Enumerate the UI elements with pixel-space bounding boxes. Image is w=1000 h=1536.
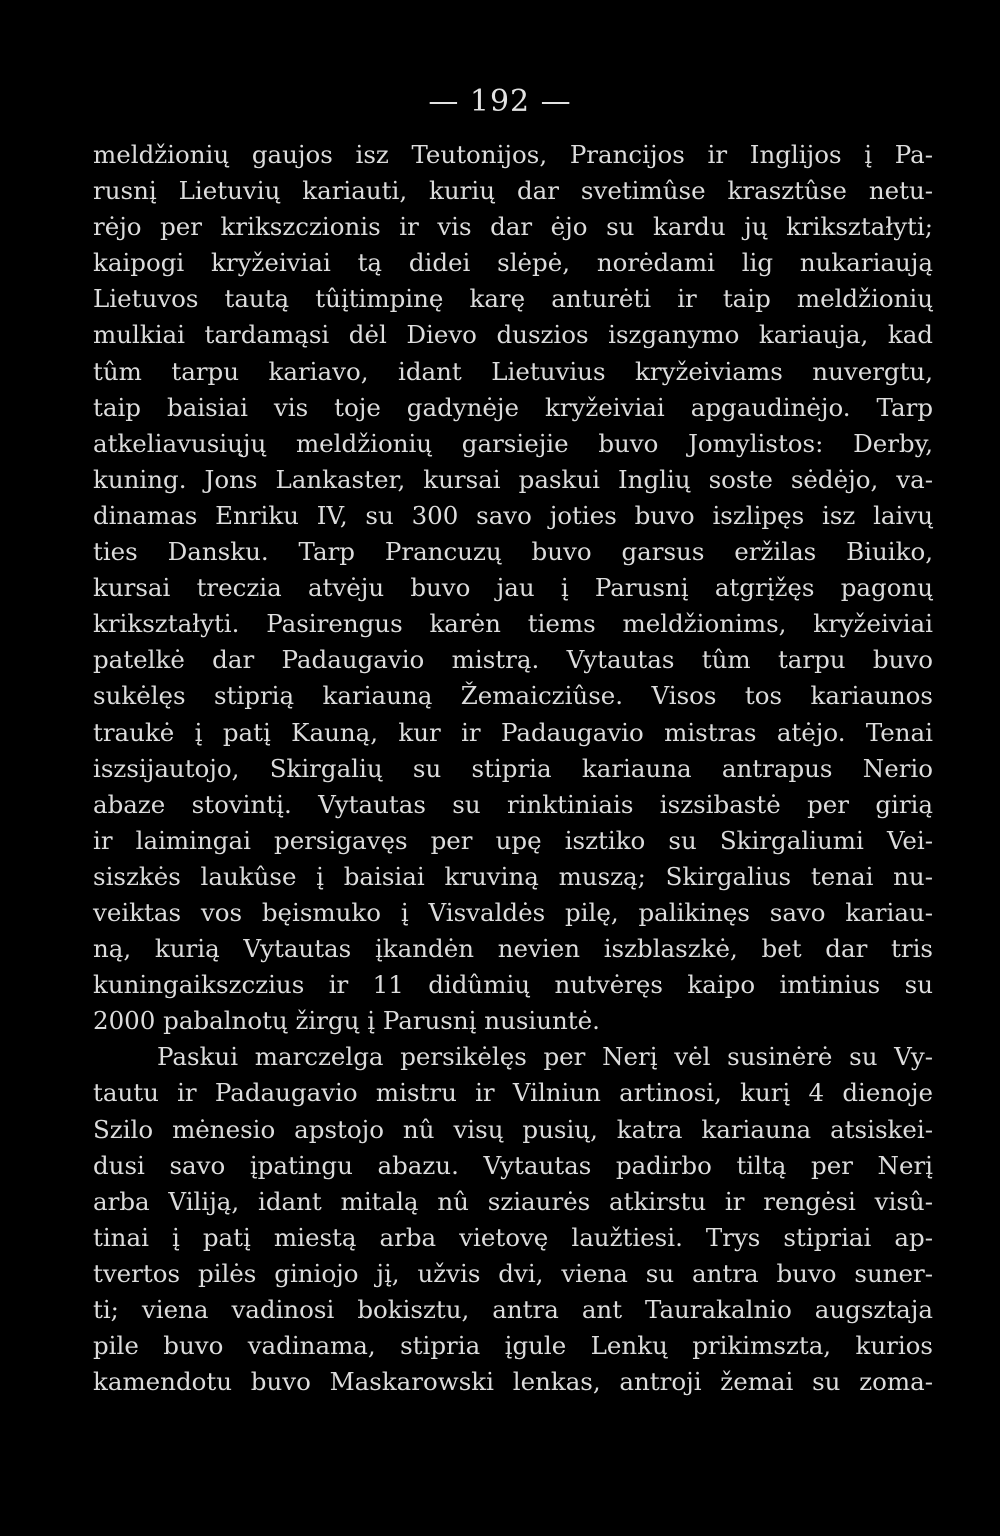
text-line: tvertos pilės giniojo jį, užvis dvi, viena su antra buvo suner- xyxy=(93,1258,933,1288)
text-line: dinamas Enriku IV, su 300 savo joties buvo iszlipęs isz laivų xyxy=(93,500,933,530)
text-line: kuning. Jons Lankaster, kursai paskui Inglių soste sėdėjo, va- xyxy=(93,464,933,494)
text-line: Lietuvos tautą tûįtimpinę karę anturėti ir taip meldžionių xyxy=(93,284,933,314)
page-number: — 192 — xyxy=(428,84,572,119)
text-line: 2000 pabalnotų žirgų į Parusnį nusiuntė. xyxy=(93,1006,600,1036)
text-line: abaze stovintį. Vytautas su rinktiniais iszsibastė per girią xyxy=(93,789,933,819)
text-line: siszkės laukûse į baisiai kruviną muszą; Skirgalius tenai nu- xyxy=(93,861,933,891)
text-line: ti; viena vadinosi bokisztu, antra ant Taurakalnio augsztaja xyxy=(93,1295,933,1324)
text-line: dusi savo įpatingu abazu. Vytautas padirbo tiltą per Nerį xyxy=(93,1150,933,1180)
text-line: kursai treczia atvėju buvo jau į Parusnį atgrįžęs pagonų xyxy=(93,573,933,603)
text-line: ir laimingai persigavęs per upę isztiko su Skirgaliumi Vei- xyxy=(93,825,933,855)
text-line: ną, kurią Vytautas įkandėn nevien iszblaszkė, bet dar tris xyxy=(93,934,933,964)
text-line: traukė į patį Kauną, kur ir Padaugavio mistras atėjo. Tenai xyxy=(93,717,933,747)
text-line: mulkiai tardamąsi dėl Dievo duszios iszganymo kariauja, kad xyxy=(93,320,933,350)
text-line: kaipogi kryžeiviai tą didei slėpė, norėdami lig nukariaują xyxy=(93,248,933,278)
text-line: atkeliavusiųjų meldžionių garsiejie buvo Jomylistos: Derby, xyxy=(93,428,933,458)
text-line: meldžionių gaujos isz Teutonijos, Prancijos ir Inglijos į Pa- xyxy=(93,140,933,169)
text-line: rėjo per krikszczionis ir vis dar ėjo su kardu jų krikształyti; xyxy=(93,212,933,242)
text-line: krikształyti. Pasirengus karėn tiems meldžionims, kryžeiviai xyxy=(93,609,933,639)
text-line: arba Viliją, idant mitalą nû sziaurės atkirstu ir rengėsi visû- xyxy=(93,1186,933,1216)
text-line: iszsijautojo, Skirgalių su stipria kariauna antrapus Nerio xyxy=(93,753,933,783)
text-line: kamendotu buvo Maskarowski lenkas, antroji žemai su zoma- xyxy=(93,1367,933,1397)
text-line: Szilo mėnesio apstojo nû visų pusių, katra kariauna atsiskei- xyxy=(93,1114,933,1144)
text-line: pile buvo vadinama, stipria įgule Lenkų prikimszta, kurios xyxy=(93,1331,933,1361)
text-line: veiktas vos bęismuko į Visvaldės pilę, palikinęs savo kariau- xyxy=(93,897,933,927)
text-line: taip baisiai vis toje gadynėje kryžeiviai apgaudinėjo. Tarp xyxy=(93,392,933,422)
text-line: rusnį Lietuvių kariauti, kurių dar svetimûse krasztûse netu- xyxy=(93,176,933,206)
text-line: patelkė dar Padaugavio mistrą. Vytautas tûm tarpu buvo xyxy=(93,645,933,675)
text-line: Paskui marczelga persikėlęs per Nerį vėl susinėrė su Vy- xyxy=(157,1042,933,1072)
text-line: sukėlęs stiprią kariauną Žemaicziûse. Visos tos kariaunos xyxy=(93,681,933,711)
text-line: ties Dansku. Tarp Prancuzų buvo garsus eržilas Biuiko, xyxy=(93,537,933,567)
text-line: tautu ir Padaugavio mistru ir Vilniun artinosi, kurį 4 dienoje xyxy=(93,1078,933,1108)
body-text xyxy=(93,137,933,1400)
text-line: tinai į patį miestą arba vietovę laužtiesi. Trys stipriai ap- xyxy=(93,1222,933,1252)
text-line: tûm tarpu kariavo, idant Lietuvius kryžeiviams nuvergtu, xyxy=(93,356,933,386)
text-line: kuningaikszczius ir 11 didûmių nutvėręs kaipo imtinius su xyxy=(93,970,933,1000)
